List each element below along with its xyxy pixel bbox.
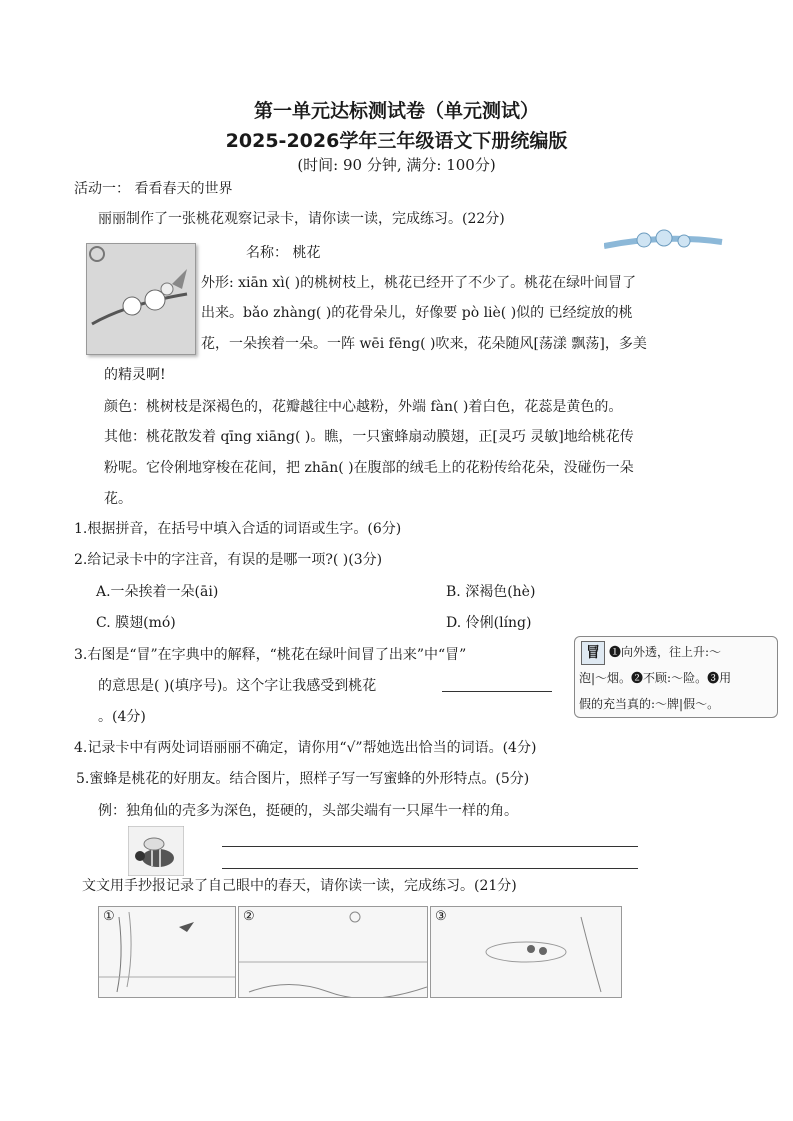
card-line-6: 其他：桃花散发着 qīng xiāng( )。瞧，一只蜜蜂扇动膜翅，正[灵巧 灵敏]地给桃花传 (104, 429, 634, 445)
card-line-3: 花，一朵挨着一朵。一阵 wēi fēng( )吹来，花朵随风[荡漾 飘荡]，多美 (201, 336, 647, 352)
q2-option-c: C. 膜翅(mó) (96, 615, 176, 631)
card-line-2: 出来。bǎo zhàng( )的花骨朵儿，好像要 pò liè( )似的 已经绽放的桃 (201, 305, 633, 321)
blossom-branch-decoration (604, 226, 724, 266)
q5-answer-line-1[interactable] (222, 846, 638, 847)
card-line-1: 外形: xiān xì( )的桃树枝上，桃花已经开了不少了。桃花在绿叶间冒了 (201, 275, 637, 291)
page-title: 第一单元达标测试卷（单元测试） (253, 100, 539, 122)
dictionary-entry-box (574, 636, 778, 718)
q3-answer-blank[interactable] (442, 691, 552, 692)
question-5: 5.蜜蜂是桃花的好朋友。结合图片，照样子写一写蜜蜂的外形特点。(5分) (76, 771, 530, 787)
q2-option-d: D. 伶俐(líng) (446, 615, 532, 631)
activity1-heading: 活动一： 看看春天的世界 (74, 181, 233, 197)
spring-picture-3 (430, 906, 622, 998)
dictionary-char: 冒 (581, 641, 605, 665)
willow-swallow-icon (99, 907, 235, 997)
peach-blossom-icon (87, 244, 195, 354)
picture-label-3: ③ (435, 909, 447, 924)
card-name: 名称： 桃花 (246, 245, 321, 261)
question-1: 1.根据拼音，在括号中填入合适的词语或生字。(6分) (74, 521, 402, 537)
activity1-intro: 丽丽制作了一张桃花观察记录卡，请你读一读，完成练习。(22分) (98, 211, 505, 227)
q2-option-a: A.一朵挨着一朵(āi) (96, 584, 219, 600)
card-line-5: 颜色：桃树枝是深褐色的，花瓣越往中心越粉，外端 fàn( )着白色，花蕊是黄色的。 (104, 399, 623, 415)
bee-picture (128, 826, 184, 880)
picture-label-1: ① (103, 909, 115, 924)
meadow-icon (239, 907, 427, 997)
q2-option-b: B. 深褐色(hè) (446, 584, 536, 600)
question-3-line-3: 。(4分) (98, 709, 146, 725)
activity2-intro: 文文用手抄报记录了自己眼中的春天，请你读一读，完成练习。(21分) (82, 878, 517, 894)
question-4: 4.记录卡中有两处词语丽丽不确定，请你用“√”帮她选出恰当的词语。(4分) (74, 740, 537, 756)
dictionary-line-3: 假的充当真的:～牌|假～。 (579, 697, 720, 711)
dictionary-line-1: ❶向外透，往上升:～ (609, 645, 722, 659)
question-3-line-1: 3.右图是“冒”在字典中的解释，“桃花在绿叶间冒了出来”中“冒” (74, 647, 467, 663)
card-line-7: 粉呢。它伶俐地穿梭在花间，把 zhān( )在腹部的绒毛上的花粉传给花朵，没碰伤一朵 (104, 460, 634, 476)
dictionary-line-2: 泡|～烟。❷不顾:～险。❸用 (579, 671, 732, 685)
card-line-4: 的精灵啊! (104, 367, 166, 383)
exam-info: (时间: 90 分钟, 满分: 100分) (297, 156, 496, 174)
spring-picture-2 (238, 906, 428, 998)
card-line-8: 花。 (104, 491, 132, 507)
q5-example: 例：独角仙的壳多为深色，挺硬的，头部尖端有一只犀牛一样的角。 (98, 803, 518, 819)
pond-ducks-icon (431, 907, 621, 997)
bee-icon (128, 826, 184, 876)
peach-blossom-photo (86, 243, 196, 355)
question-3-line-2: 的意思是( )(填序号)。这个字让我感受到桃花 (98, 678, 377, 694)
spring-picture-1 (98, 906, 236, 998)
picture-label-2: ② (243, 909, 255, 924)
q5-answer-line-2[interactable] (222, 868, 638, 869)
question-2: 2.给记录卡中的字注音，有误的是哪一项?( )(3分) (74, 552, 383, 568)
page-subtitle: 2025-2026学年三年级语文下册统编版 (225, 130, 568, 152)
